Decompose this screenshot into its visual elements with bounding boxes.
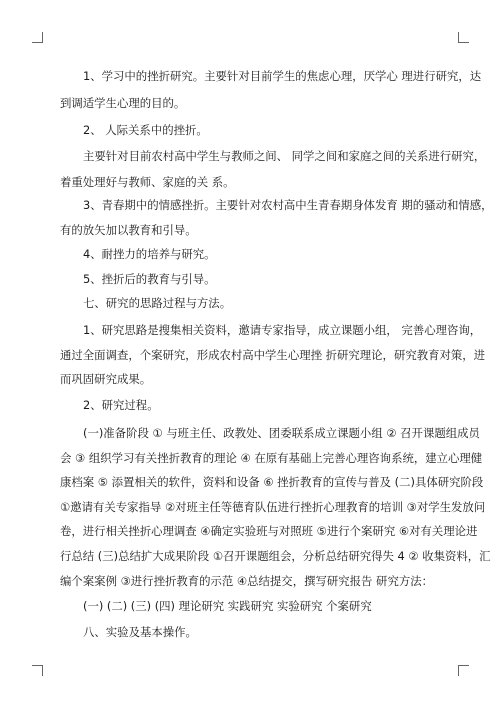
text-line: 八、实验及基本操作。 <box>83 625 197 639</box>
text-line: 行总结 (三)总结扩大成果阶段 ①召开课题组会，分析总结研究得失 4 ② 收集资料，汇 <box>60 549 491 563</box>
text-line: 5、挫折后的教育与引导。 <box>83 272 216 286</box>
text-line: 而巩固研究成果。 <box>60 372 152 386</box>
text-line: 主要针对目前农村高中学生与教师之间、 同学之间和家庭之间的关系进行研究， <box>83 149 486 163</box>
crop-mark-top-left <box>32 32 43 43</box>
text-line: 有的放矢加以教育和引导。 <box>60 223 197 237</box>
text-line: 七、研究的思路过程与方法。 <box>83 296 232 310</box>
crop-mark-bottom-right <box>458 665 469 676</box>
text-line: 会 ③ 组织学习有关挫折教育的理论 ④ 在原有基础上完善心理咨询系统，建立心理健 <box>60 451 483 465</box>
text-line: 卷，进行相关挫折心理调查 ④确定实验班与对照班 ⑤进行个案研究 ⑥对有关理论进 <box>60 524 478 538</box>
text-line: 到调适学生心理的目的。 <box>60 96 186 110</box>
text-line: 康档案 ⑤ 添置相关的软件，资料和设备 ⑥ 挫折教育的宣传与普及 (二)具体研究阶段 <box>60 475 484 489</box>
crop-mark-top-right <box>458 32 469 43</box>
text-line: ①邀请有关专家指导 ②对班主任等德育队伍进行挫折心理教育的培训 ③对学生发放问 <box>60 500 486 514</box>
text-line: 通过全面调查，个案研究，形成农村高中学生心理挫 折研究理论，研究教育对策，进 <box>60 348 486 362</box>
text-line: 1、研究思路是搜集相关资料，邀请专家指导，成立课题小组， 完善心理咨询， <box>83 323 482 337</box>
text-line: 3、青春期中的情感挫折。主要针对农村高中生青春期身体发育 期的骚动和情感， <box>83 198 493 212</box>
text-line: 4、耐挫力的培养与研究。 <box>83 247 216 261</box>
text-line: (一)准备阶段 ① 与班主任、政教处、团委联系成立课题小组 ② 召开课题组成员 <box>83 426 480 440</box>
text-line: 1、学习中的挫折研究。主要针对目前学生的焦虑心理，厌学心 理进行研究，达 <box>83 69 482 83</box>
text-line: 2、研究过程。 <box>83 398 159 412</box>
text-line: 编个案案例 ③进行挫折教育的示范 ④总结提交，撰写研究报告 研究方法： <box>60 574 434 588</box>
text-line: (一) (二) (三) (四) 理论研究 实践研究 实验研究 个案研究 <box>83 599 372 613</box>
text-line: 着重处理好与教师、家庭的关 系。 <box>60 175 235 189</box>
crop-mark-bottom-left <box>32 665 43 676</box>
text-line: 2、 人际关系中的挫折。 <box>83 123 208 137</box>
